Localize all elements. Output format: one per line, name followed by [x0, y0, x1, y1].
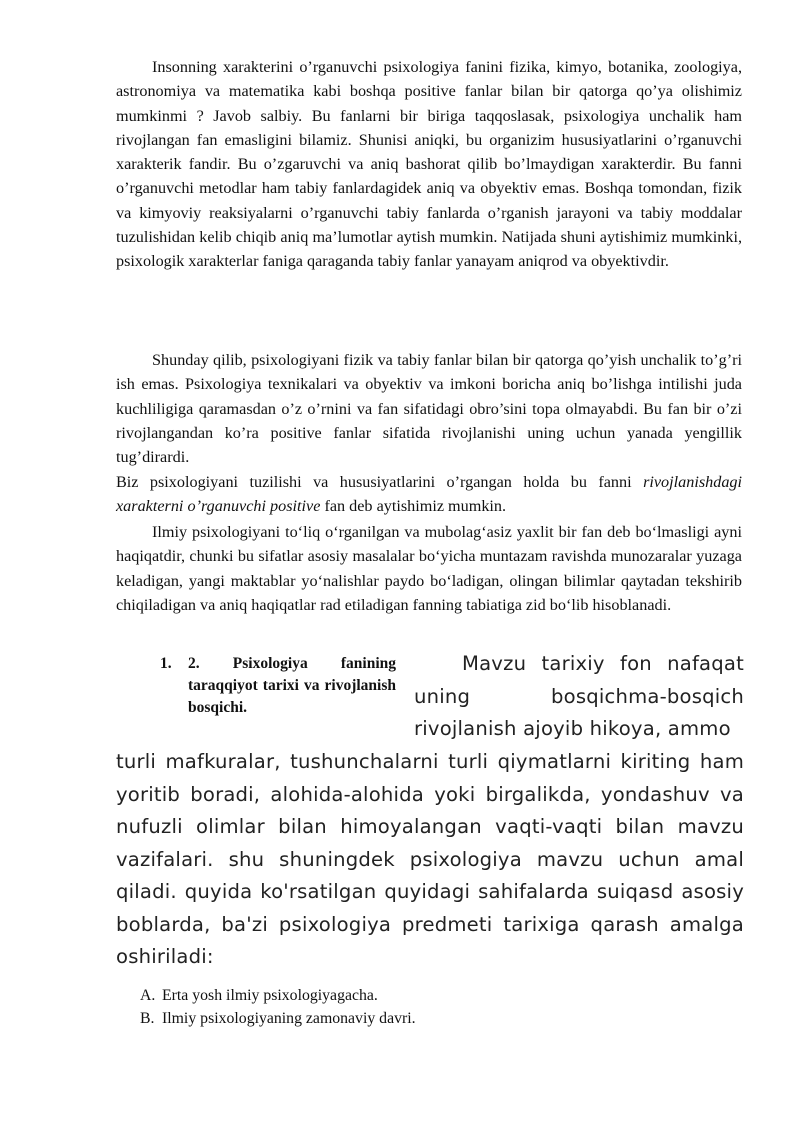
paragraph-1: Insonning xarakterini o’rganuvchi psixologiya fanini fizika, kimyo, botanika, zoologiya, astronomiya va matematika kabi boshqa positive fanlar bilan bir qatorga qo’ya olishimiz mumkinmi ? Javob salbiy. Bu fanlarni bir biriga taqqoslasak, psixologiya unchalik ham rivojlangan fan emasligini bilamiz. Shunisi aniqki, bu organizim hususiyatlarini o’rganuvchi xarakterik fandir. Bu o’zgaruvchi va aniq bashorat qilib bo’lmaydigan xarakterdir. Bu fanni o’rganuvchi metodlar ham tabiy fanlardagidek aniq va obyektiv emas. Boshqa tomondan, fizik va kimyoviy reaksiyalarni o’rganuvchi tabiy fanlarda o’rganish jarayoni va tabiy moddalar tuzulishidan kelib chiqib aniq ma’lumotlar aytish mumkin. Natijada shuni aytishimiz mumkinki, psixologik xarakterlar faniga qaraganda tabiy fanlar yanayam aniqrod va obyektivdir.	[116, 58, 742, 271]
period-list	[140, 984, 416, 1030]
list-item	[140, 984, 416, 1007]
list-item-text: Erta yosh ilmiy psixologiyagacha.	[162, 987, 378, 1004]
list-item-marker: A.	[140, 987, 156, 1004]
paragraph-3	[116, 470, 742, 519]
section-heading	[160, 653, 396, 719]
intro-right-part: Mavzu tarixiy fon nafaqat uning bosqichma-bosqich rivojlanish ajoyib hikoya, ammo	[414, 652, 744, 740]
list-item-marker: B.	[140, 1010, 155, 1027]
list-item	[140, 1007, 416, 1030]
paragraph-3-italic: rivojlanishdagi xarakterni o’rganuvchi positive	[116, 473, 743, 516]
section-heading-number: 1.	[160, 655, 172, 672]
paragraph-4: Ilmiy psixologiyani to‘liq o‘rganilgan va mubolag‘asiz yaxlit bir fan deb bo‘lmasligi ayni haqiqatdir, chunki bu sifatlar asosiy masalalar bo‘yicha muntazam ravishda munozaralar yuzaga keladigan, yangi maktablar yo‘nalishlar paydo bo‘ladigan, olingan bilimlar qaytadan tekshirib chiqiladigan va aniq haqiqatlar rad etiladigan fanning tabiatiga zid bo‘lib hisoblanadi.	[116, 523, 742, 614]
intro-full-part: turli mafkuralar, tushunchalarni turli qiymatlarni kiriting ham yoritib boradi, alohida-alohida yoki birgalikda, yondashuv va nufuzli olimlar bilan himoyalangan vaqti-vaqti bilan mavzu vazifalari. shu shuningdek psixologiya mavzu uchun amal qiladi. quyida ko'rsatilgan quyidagi sahifalarda suiqasd asosiy boblarda, ba'zi psixologiya predmeti tarixiga qarash amalga oshiriladi:	[116, 750, 744, 968]
paragraph-2: Shunday qilib, psixologiyani fizik va tabiy fanlar bilan bir qatorga qo’yish unchalik to’g’ri ish emas. Psixologiya texnikalari va obyektiv va imkoni boricha aniq bo’lishga intilishi juda kuchliligiga qaramasdan o’z o’rnini va fan sifatidagi obro’sini topa olmayabdi. Bu fan bir o’zi rivojlangandan ko’ra positive fanlar sifatida rivojlanishi uning uchun yanada yengillik tug’dirardi.	[116, 351, 742, 467]
list-item-text: Ilmiy psixologiyaning zamonaviy davri.	[162, 1010, 416, 1027]
paragraph-3-end: fan deb aytishimiz mumkin.	[320, 497, 507, 516]
section-heading-text: 2. Psixologiya fanining taraqqiyot tarixi va rivojlanish bosqichi.	[188, 655, 396, 716]
paragraph-3-start: Biz psixologiyani tuzilishi va hususiyatlarini o’rgangan holda bu fanni	[116, 473, 632, 491]
